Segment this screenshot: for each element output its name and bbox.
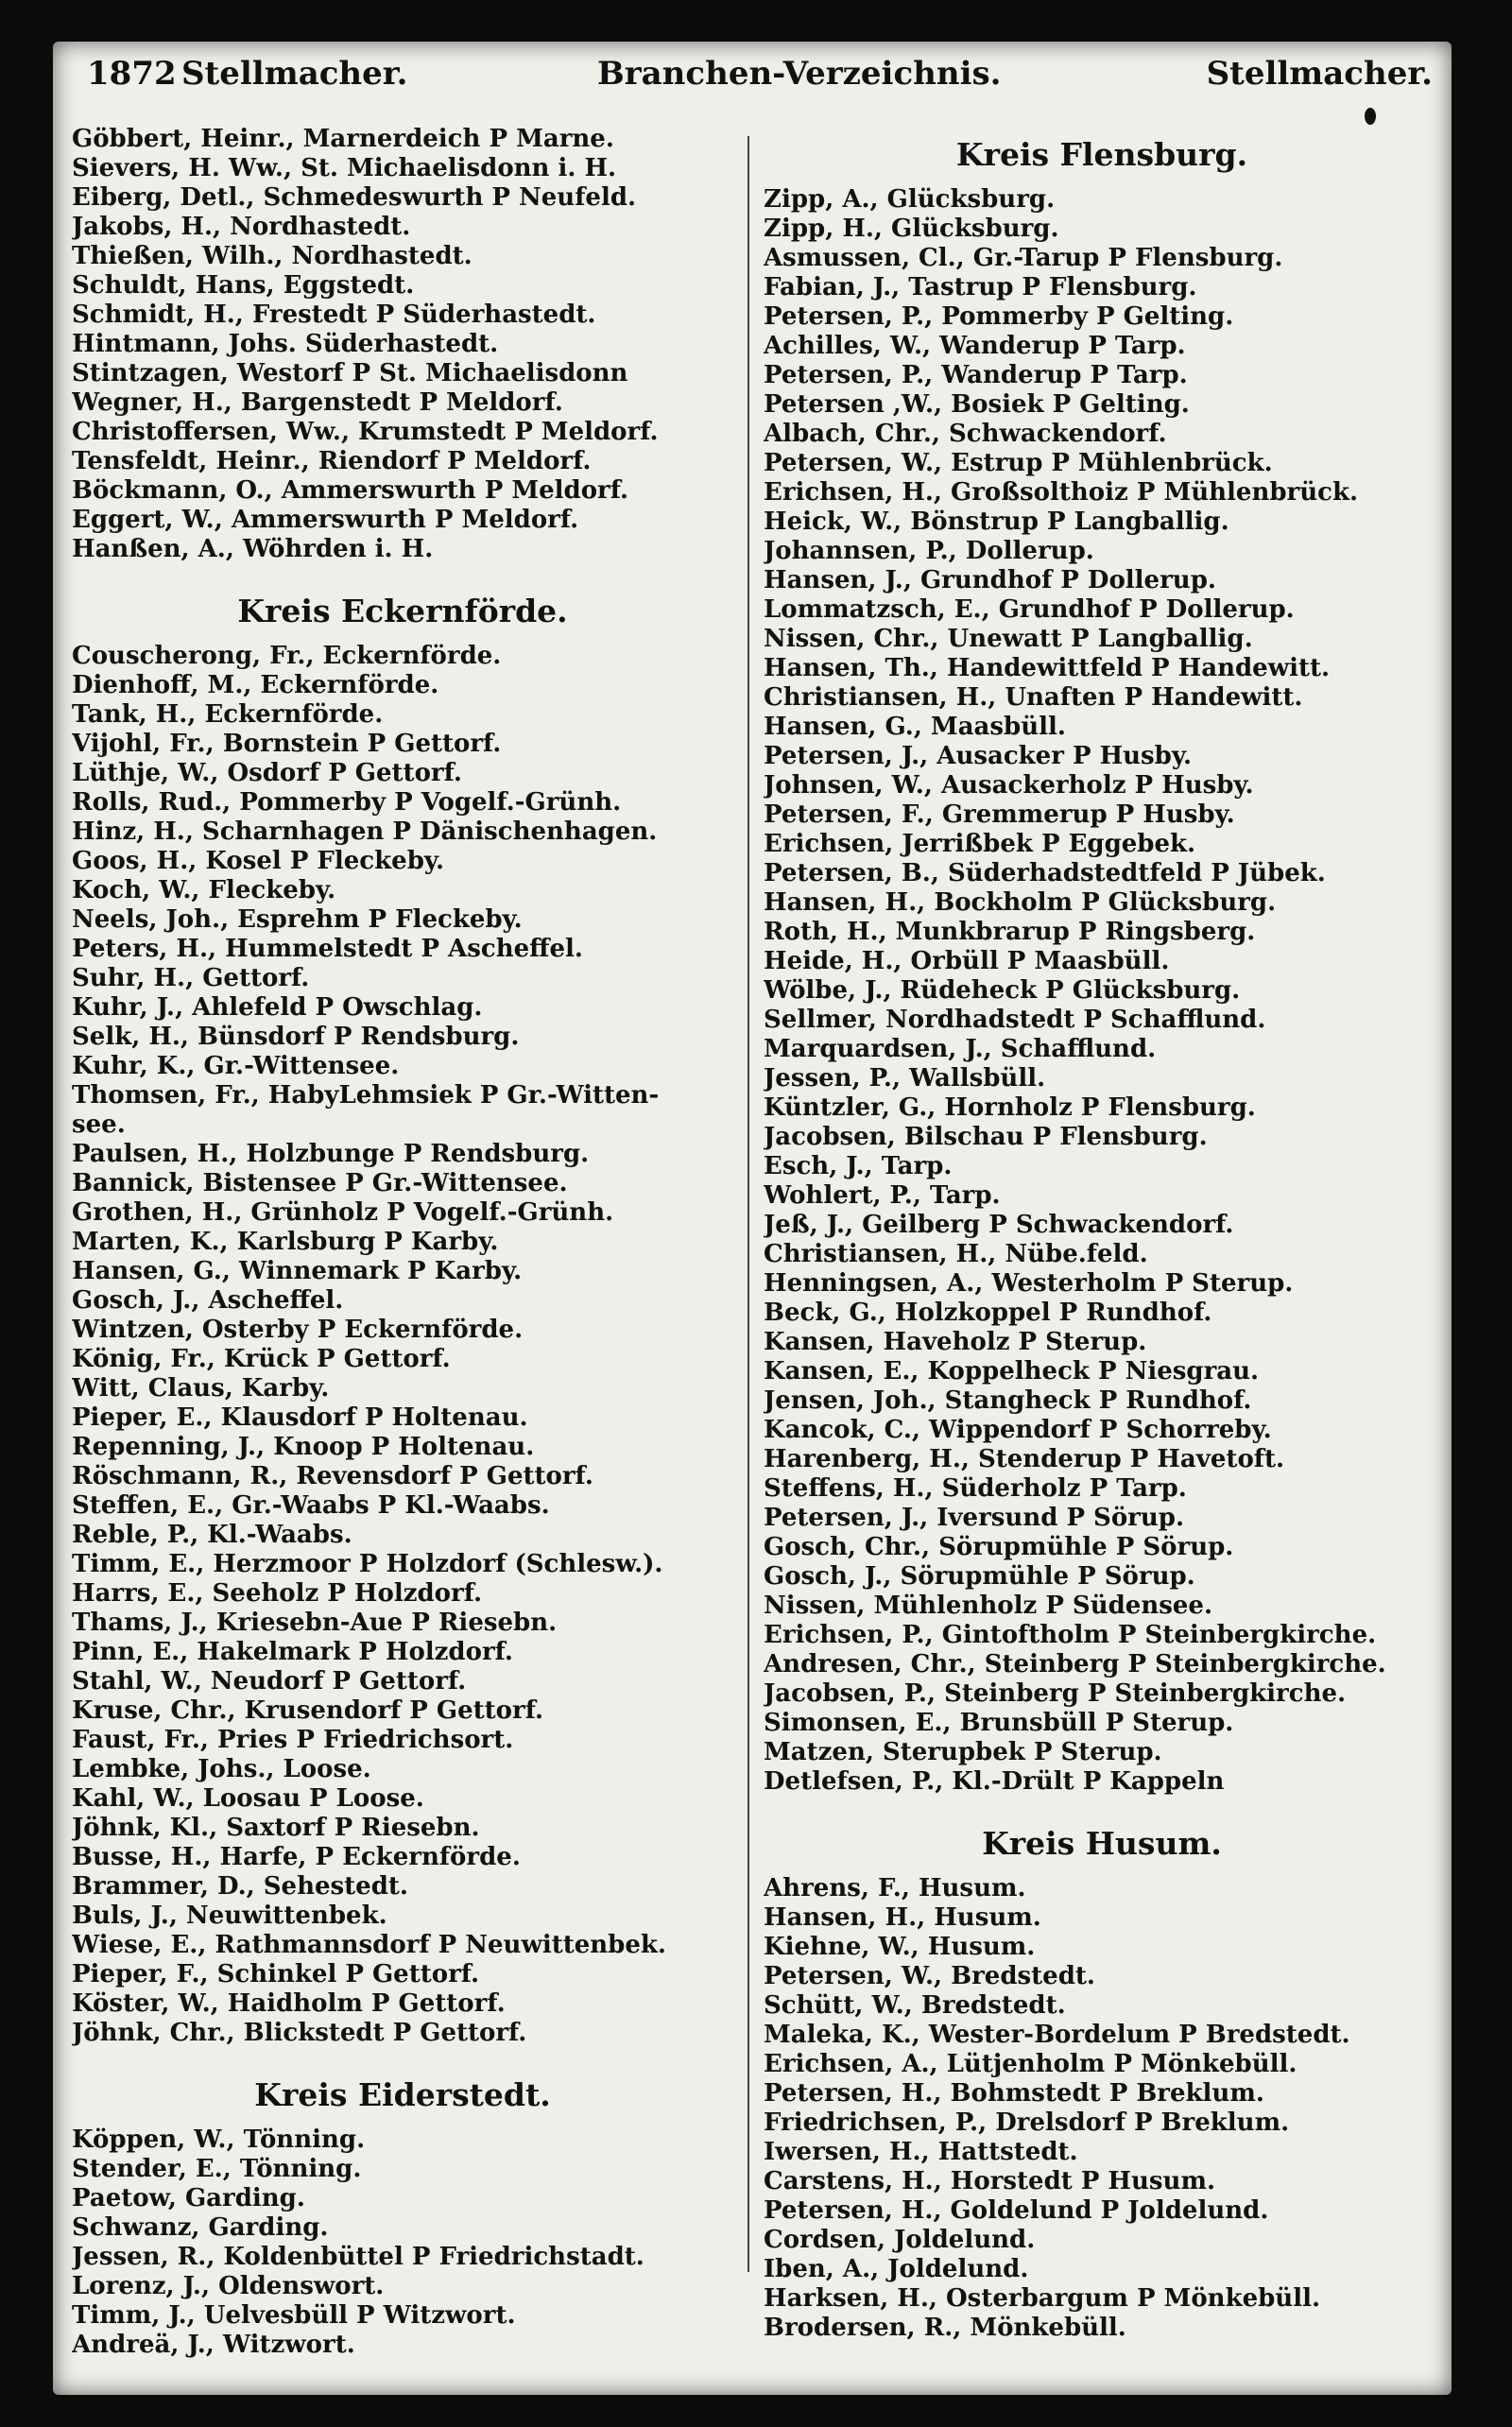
directory-entry: Jessen, R., Koldenbüttel P Friedrichstadt. (72, 2243, 644, 2271)
directory-entry: Lommatzsch, E., Grundhof P Dollerup. (764, 595, 1295, 624)
directory-entry: Esch, J., Tarp. (764, 1152, 953, 1180)
directory-entry: Albach, Chr., Schwackendorf. (764, 420, 1167, 448)
directory-entry: Schwanz, Garding. (72, 2213, 329, 2242)
directory-entry: Reble, P., Kl.-Waabs. (72, 1521, 352, 1549)
page-header (68, 55, 1433, 112)
directory-entry: Marten, K., Karlsburg P Karby. (72, 1228, 499, 1256)
directory-entry: Lorenz, J., Oldenswort. (72, 2272, 385, 2300)
directory-entry: Jensen, Joh., Stangheck P Rundhof. (764, 1386, 1252, 1415)
directory-entry: Hinz, H., Scharnhagen P Dänischenhagen. (72, 818, 658, 846)
directory-entry: Grothen, H., Grünholz P Vogelf.-Grünh. (72, 1198, 614, 1227)
directory-entry: Hintmann, Johs. Süderhastedt. (72, 330, 499, 358)
directory-entry: Andreä, J., Witzwort. (72, 2331, 355, 2359)
directory-entry: Kansen, Haveholz P Sterup. (764, 1328, 1147, 1356)
directory-entry: Kahl, W., Loosau P Loose. (72, 1784, 424, 1813)
directory-entry: Petersen, J., Iversund P Sörup. (764, 1504, 1185, 1532)
directory-entry: Repenning, J., Knoop P Holtenau. (72, 1433, 535, 1461)
directory-entry: Matzen, Sterupbek P Sterup. (764, 1738, 1162, 1766)
directory-entry: Göbbert, Heinr., Marnerdeich P Marne. (72, 125, 614, 153)
section-heading: Kreis Eiderstedt. (254, 2076, 551, 2113)
directory-entry: Stintzagen, Westorf P St. Michaelisdonn (72, 359, 628, 387)
directory-entry: Stahl, W., Neudorf P Gettorf. (72, 1667, 467, 1695)
directory-entry: Paetow, Garding. (72, 2184, 305, 2212)
directory-entry: Iwersen, H., Hattstedt. (764, 2138, 1078, 2166)
directory-entry: Eiberg, Detl., Schmedeswurth P Neufeld. (72, 183, 637, 212)
directory-entry: Fabian, J., Tastrup P Flensburg. (764, 273, 1197, 301)
directory-entry: Thießen, Wilh., Nordhastedt. (72, 242, 472, 270)
directory-entry: König, Fr., Krück P Gettorf. (72, 1345, 451, 1373)
directory-entry: Paulsen, H., Holzbunge P Rendsburg. (72, 1140, 590, 1168)
directory-entry: Tank, H., Eckernförde. (72, 700, 384, 729)
directory-entry: Petersen, J., Ausacker P Husby. (764, 742, 1193, 770)
directory-entry: Jöhnk, Chr., Blickstedt P Gettorf. (72, 2019, 527, 2047)
directory-entry: Thams, J., Kriesebn-Aue P Riesebn. (72, 1609, 558, 1637)
directory-entry: Selk, H., Bünsdorf P Rendsburg. (72, 1023, 520, 1051)
directory-entry: Rolls, Rud., Pommerby P Vogelf.-Grünh. (72, 788, 622, 817)
directory-entry: Harenberg, H., Stenderup P Havetoft. (764, 1445, 1285, 1473)
directory-entry: Bannick, Bistensee P Gr.-Wittensee. (72, 1169, 568, 1197)
directory-entry: Faust, Fr., Pries P Friedrichsort. (72, 1726, 514, 1754)
directory-entry: Heide, H., Orbüll P Maasbüll. (764, 947, 1170, 975)
ink-dot (1365, 108, 1376, 125)
directory-entry: Pieper, E., Klausdorf P Holtenau. (72, 1403, 528, 1432)
directory-entry: Dienhoff, M., Eckernförde. (72, 671, 439, 699)
directory-entry: Hanßen, A., Wöhrden i. H. (72, 535, 434, 563)
header-right-title: Stellmacher. (1206, 55, 1433, 93)
directory-entry: Petersen, F., Gremmerup P Husby. (764, 800, 1235, 829)
right-column (764, 125, 1440, 2343)
page-number: 1872 (87, 55, 177, 93)
directory-entry: Heick, W., Bönstrup P Langballig. (764, 508, 1229, 536)
directory-entry: Schuldt, Hans, Eggstedt. (72, 271, 415, 300)
directory-entry: Johannsen, P., Dollerup. (764, 537, 1094, 565)
directory-entry: Gosch, J., Ascheffel. (72, 1286, 344, 1315)
directory-entry: Henningsen, A., Westerholm P Sterup. (764, 1269, 1294, 1298)
directory-entry: Couscherong, Fr., Eckernförde. (72, 642, 502, 670)
directory-entry: Hansen, H., Bockholm P Glücksburg. (764, 888, 1277, 917)
section-heading: Kreis Eckernförde. (237, 593, 568, 629)
directory-entry: Ahrens, F., Husum. (764, 1874, 1026, 1902)
directory-entry: Petersen, P., Pommerby P Gelting. (764, 302, 1234, 331)
directory-entry: Zipp, H., Glücksburg. (764, 215, 1059, 243)
directory-entry: Maleka, K., Wester-Bordelum P Bredstedt. (764, 2021, 1350, 2049)
directory-entry: Wölbe, J., Rüdeheck P Glücksburg. (764, 976, 1241, 1005)
directory-entry: Brodersen, R., Mönkebüll. (764, 2314, 1126, 2342)
directory-entry: Timm, J., Uelvesbüll P Witzwort. (72, 2301, 516, 2330)
directory-entry: Kruse, Chr., Krusendorf P Gettorf. (72, 1696, 544, 1725)
directory-entry: Witt, Claus, Karby. (72, 1374, 330, 1403)
directory-entry: Petersen, W., Bredstedt. (764, 1962, 1095, 1990)
directory-entry: see. (72, 1110, 126, 1139)
directory-entry: Jessen, P., Wallsbüll. (764, 1064, 1046, 1093)
directory-entry: Tensfeldt, Heinr., Riendorf P Meldorf. (72, 447, 592, 475)
directory-entry: Nissen, Chr., Unewatt P Langballig. (764, 625, 1253, 653)
directory-entry: Jacobsen, Bilschau P Flensburg. (764, 1123, 1208, 1151)
directory-entry: Kuhr, K., Gr.-Wittensee. (72, 1052, 400, 1080)
header-left-title: Stellmacher. (181, 55, 408, 93)
directory-entry: Johnsen, W., Ausackerholz P Husby. (764, 771, 1254, 800)
directory-entry: Petersen, B., Süderhadstedtfeld P Jübek. (764, 859, 1326, 887)
directory-entry: Schütt, W., Bredstedt. (764, 1991, 1066, 2020)
header-center-title: Branchen-Verzeichnis. (597, 55, 1002, 93)
directory-entry: Jöhnk, Kl., Saxtorf P Riesebn. (72, 1814, 480, 1842)
directory-entry: Wiese, E., Rathmannsdorf P Neuwittenbek. (72, 1931, 666, 1959)
directory-entry: Erichsen, P., Gintoftholm P Steinbergkirche. (764, 1621, 1377, 1649)
section-heading: Kreis Flensburg. (955, 136, 1248, 173)
directory-entry: Steffen, E., Gr.-Waabs P Kl.-Waabs. (72, 1491, 550, 1520)
directory-entry: Köster, W., Haidholm P Gettorf. (72, 1989, 506, 2018)
directory-entry: Hansen, H., Husum. (764, 1903, 1041, 1932)
directory-entry: Carstens, H., Horstedt P Husum. (764, 2167, 1216, 2195)
directory-entry: Lüthje, W., Osdorf P Gettorf. (72, 759, 462, 787)
directory-entry: Kansen, E., Koppelheck P Niesgrau. (764, 1357, 1260, 1386)
directory-entry: Harksen, H., Osterbargum P Mönkebüll. (764, 2284, 1321, 2313)
directory-entry: Wintzen, Osterby P Eckernförde. (72, 1316, 524, 1344)
directory-entry: Hansen, G., Maasbüll. (764, 713, 1066, 741)
directory-entry: Petersen, H., Goldelund P Joldelund. (764, 2196, 1269, 2225)
directory-entry: Petersen, H., Bohmstedt P Breklum. (764, 2079, 1264, 2108)
directory-entry: Marquardsen, J., Schafflund. (764, 1035, 1157, 1063)
directory-entry: Sievers, H. Ww., St. Michaelisdonn i. H. (72, 154, 617, 182)
directory-entry: Timm, E., Herzmoor P Holzdorf (Schlesw.). (72, 1550, 663, 1578)
directory-entry: Buls, J., Neuwittenbek. (72, 1902, 387, 1930)
directory-entry: Koch, W., Fleckeby. (72, 876, 336, 904)
directory-entry: Erichsen, H., Großsolthoiz P Mühlenbrück. (764, 478, 1359, 507)
directory-entry: Kancok, C., Wippendorf P Schorreby. (764, 1416, 1272, 1444)
directory-entry: Erichsen, A., Lütjenholm P Mönkebüll. (764, 2050, 1297, 2078)
directory-entry: Petersen, W., Estrup P Mühlenbrück. (764, 449, 1273, 477)
directory-entry: Christoffersen, Ww., Krumstedt P Meldorf. (72, 418, 659, 446)
directory-entry: Röschmann, R., Revensdorf P Gettorf. (72, 1462, 593, 1490)
directory-entry: Harrs, E., Seeholz P Holzdorf. (72, 1579, 483, 1608)
section-heading: Kreis Husum. (982, 1825, 1222, 1862)
directory-entry: Busse, H., Harfe, P Eckernförde. (72, 1843, 521, 1871)
directory-entry: Asmussen, Cl., Gr.-Tarup P Flensburg. (764, 244, 1283, 272)
directory-entry: Andresen, Chr., Steinberg P Steinbergkirche. (764, 1650, 1386, 1678)
directory-entry: Pieper, F., Schinkel P Gettorf. (72, 1960, 480, 1988)
directory-entry: Jacobsen, P., Steinberg P Steinbergkirche. (764, 1679, 1347, 1708)
directory-entry: Schmidt, H., Frestedt P Süderhastedt. (72, 301, 596, 329)
directory-entry: Kiehne, W., Husum. (764, 1933, 1036, 1961)
directory-entry: Gosch, J., Sörupmühle P Sörup. (764, 1562, 1195, 1591)
directory-entry: Hansen, G., Winnemark P Karby. (72, 1257, 523, 1285)
directory-entry: Christiansen, H., Unaften P Handewitt. (764, 683, 1303, 712)
column-divider (747, 136, 749, 2272)
directory-entry: Wegner, H., Bargenstedt P Meldorf. (72, 388, 563, 417)
directory-entry: Kuhr, J., Ahlefeld P Owschlag. (72, 993, 483, 1022)
directory-entry: Petersen, P., Wanderup P Tarp. (764, 361, 1188, 389)
directory-entry: Hansen, J., Grundhof P Dollerup. (764, 566, 1216, 594)
directory-entry: Hansen, Th., Handewittfeld P Handewitt. (764, 654, 1331, 682)
directory-entry: Lembke, Johs., Loose. (72, 1755, 371, 1783)
left-column (72, 125, 733, 2360)
directory-entry: Erichsen, Jerrißbek P Eggebek. (764, 830, 1196, 858)
directory-entry: Petersen ,W., Bosiek P Gelting. (764, 390, 1190, 419)
directory-entry: Steffens, H., Süderholz P Tarp. (764, 1474, 1187, 1503)
directory-entry: Neels, Joh., Esprehm P Fleckeby. (72, 905, 523, 934)
directory-entry: Eggert, W., Ammerswurth P Meldorf. (72, 506, 579, 534)
directory-entry: Goos, H., Kosel P Fleckeby. (72, 847, 445, 875)
directory-entry: Beck, G., Holzkoppel P Rundhof. (764, 1299, 1212, 1327)
directory-entry: Achilles, W., Wanderup P Tarp. (764, 332, 1186, 360)
directory-entry: Pinn, E., Hakelmark P Holzdorf. (72, 1638, 513, 1666)
directory-entry: Roth, H., Munkbrarup P Ringsberg. (764, 918, 1256, 946)
directory-entry: Sellmer, Nordhadstedt P Schafflund. (764, 1006, 1266, 1034)
directory-page (53, 42, 1452, 2395)
directory-entry: Nissen, Mühlenholz P Südensee. (764, 1592, 1212, 1620)
directory-entry: Köppen, W., Tönning. (72, 2126, 366, 2154)
directory-entry: Stender, E., Tönning. (72, 2155, 362, 2183)
directory-entry: Simonsen, E., Brunsbüll P Sterup. (764, 1709, 1234, 1737)
directory-entry: Thomsen, Fr., HabyLehmsiek P Gr.-Witten- (72, 1081, 660, 1110)
directory-entry: Peters, H., Hummelstedt P Ascheffel. (72, 935, 583, 963)
directory-entry: Zipp, A., Glücksburg. (764, 185, 1056, 214)
directory-entry: Iben, A., Joldelund. (764, 2255, 1029, 2283)
directory-entry: Friedrichsen, P., Drelsdorf P Breklum. (764, 2109, 1290, 2137)
directory-entry: Suhr, H., Gettorf. (72, 964, 310, 992)
directory-entry: Jakobs, H., Nordhastedt. (72, 213, 411, 241)
directory-entry: Brammer, D., Sehestedt. (72, 1872, 408, 1901)
directory-entry: Jeß, J., Geilberg P Schwackendorf. (764, 1211, 1234, 1239)
directory-entry: Detlefsen, P., Kl.-Drült P Kappeln (764, 1767, 1225, 1796)
directory-entry: Küntzler, G., Hornholz P Flensburg. (764, 1093, 1256, 1122)
directory-entry: Wohlert, P., Tarp. (764, 1181, 1001, 1210)
directory-entry: Christiansen, H., Nübe.feld. (764, 1240, 1148, 1268)
directory-entry: Vijohl, Fr., Bornstein P Gettorf. (72, 730, 502, 758)
directory-entry: Gosch, Chr., Sörupmühle P Sörup. (764, 1533, 1234, 1561)
directory-entry: Böckmann, O., Ammerswurth P Meldorf. (72, 476, 629, 505)
directory-entry: Cordsen, Joldelund. (764, 2226, 1036, 2254)
